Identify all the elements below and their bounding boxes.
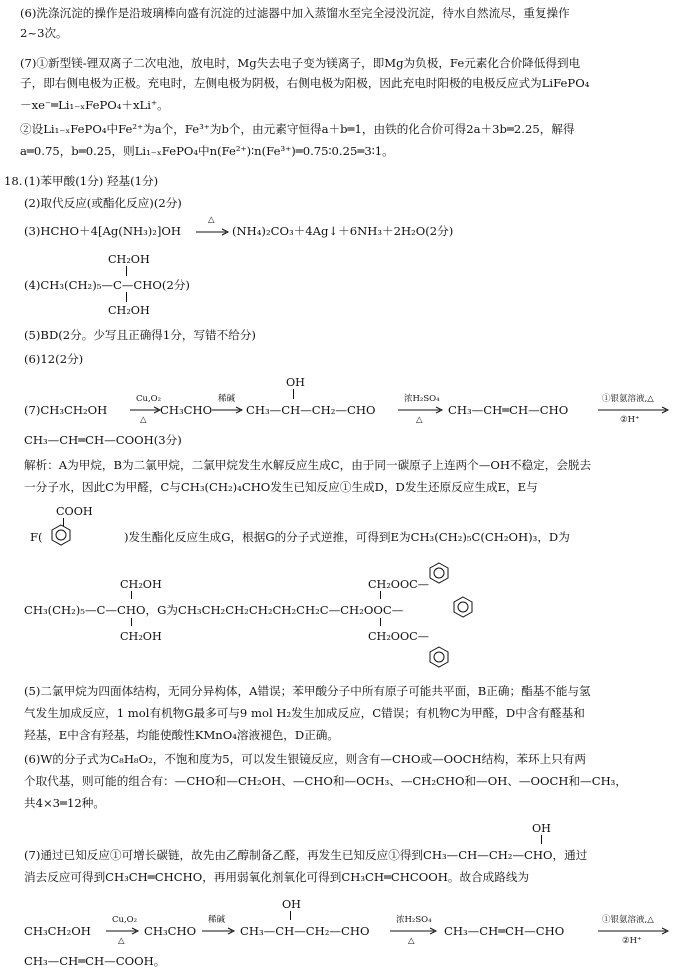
q18-a7-cond-5: ②H⁺: [620, 415, 640, 425]
q18-answer-1: (1)苯甲酸(1分) 羟基(1分): [24, 174, 159, 188]
g-top: CH₂OOC—: [368, 578, 429, 591]
analysis-7-line-2: 消去反应可得到CH₃CH═CHCHO，再用弱氧化剂氧化可得到CH₃CH═CHCOOH。故合成路线为: [24, 870, 530, 884]
route-step-1: CH₃CH₂OH: [24, 924, 91, 938]
q18-a7-line-2: CH₃—CH═CH—COOH(3分): [24, 433, 182, 447]
analysis-f-line: )发生酯化反应生成G，根据G的分子式逆推，可得到E为CH₃(CH₂)₅C(CH₂OH)₃，D为: [124, 530, 570, 544]
q18-answer-3-reactant: (3)HCHO＋4[Ag(NH₃)₂]OH: [24, 224, 182, 238]
f-cooh-label: COOH: [56, 505, 93, 518]
bond-line: [131, 618, 132, 626]
reaction-arrow-icon: [202, 927, 236, 935]
bond-line: [380, 591, 381, 599]
route-step-4: CH₃—CH═CH—CHO: [444, 924, 565, 938]
analysis-6-line-1: (6)W的分子式为C₈H₈O₂，不饱和度为5，可以发生银镜反应，则含有—CHO或—OOCH结构，苯环上只有两: [24, 752, 586, 766]
route-oh: OH: [282, 898, 301, 911]
benzene-ring-icon: [452, 596, 474, 618]
reaction-arrow-icon: [598, 927, 670, 935]
q18-a7-cond-heat-1: △: [140, 415, 147, 425]
analysis-d-g-line: CH₃(CH₂)₅—C—CHO，G为CH₃CH₂CH₂CH₂CH₂CH₂C—CH₂OOC—: [24, 603, 404, 617]
d-bottom: CH₂OH: [120, 630, 162, 643]
route-end: CH₃—CH═CH—COOH。: [24, 954, 166, 968]
q18-a4-main: (4)CH₃(CH₂)₅—C—CHO(2分): [24, 278, 190, 292]
route-cond-heat-1: △: [118, 936, 125, 946]
bond-line: [126, 292, 127, 302]
benzene-ring-icon: [50, 524, 72, 546]
q18-a7-step-2: CH₃CHO: [160, 403, 213, 417]
route-step-2: CH₃CHO: [144, 924, 197, 938]
q18-answer-6: (6)12(2分): [24, 352, 84, 366]
q18-a7-step-3: CH₃—CH—CH₂—CHO: [246, 403, 376, 417]
q18-a3-heat: △: [208, 215, 215, 225]
route-cond-5: ②H⁺: [622, 936, 642, 946]
reaction-arrow-icon: [130, 406, 162, 414]
bond-line: [131, 591, 132, 599]
bond-line: [293, 389, 294, 399]
s7a-line-1: (7)①新型镁-锂双离子二次电池，放电时，Mg失去电子变为镁离子，即Mg为负极，Fe元素化合价降低得到电: [20, 56, 581, 70]
route-step-3: CH₃—CH—CH₂—CHO: [240, 924, 370, 938]
route-cond-3: 浓H₂SO₄: [396, 915, 432, 925]
g-bottom: CH₂OOC—: [368, 630, 429, 643]
route-cond-1: Cu,O₂: [112, 915, 138, 925]
route-cond-heat-2: △: [408, 936, 415, 946]
analysis-line-2: 一分子水，因此C为甲醛，C与CH₃(CH₂)₄CHO发生已知反应①生成D，D发生还原反应生成E，E与: [24, 480, 538, 494]
q18-answer-3-product: (NH₄)₂CO₃＋4Ag↓＋6NH₃＋2H₂O(2分): [232, 224, 454, 238]
analysis-5-line-1: (5)二氯甲烷为四面体结构，无同分异构体，A错误；苯甲酸分子中所有原子可能共平面，B正确；酯基不能与氢: [24, 684, 591, 698]
q18-a7-cond-4: ①银氨溶液,△: [602, 394, 654, 404]
s7b-line-1: ②设Li₁₋ₓFePO₄中Fe²⁺为a个，Fe³⁺为b个，由元素守恒得a＋b═1，由铁的化合价可得2a＋3b═2.25，解得: [20, 122, 575, 136]
d-top: CH₂OH: [120, 578, 162, 591]
bond-line: [541, 835, 542, 844]
analysis-6-line-2: 个取代基，则可能的组合有：—CHO和—CH₂OH、—CHO和—OCH₃、—CH₂CHO和—OH、—OOCH和—CH₃，: [24, 774, 627, 788]
reaction-arrow-icon: [212, 406, 244, 414]
analysis-5-line-3: 羟基，E中含有羟基，均能使酸性KMnO₄溶液褪色，D正确。: [24, 728, 339, 742]
benzene-ring-icon: [428, 562, 450, 584]
q18-answer-2: (2)取代反应(或酯化反应)(2分): [24, 196, 182, 210]
bond-line: [290, 911, 291, 920]
q18-a4-bottom: CH₂OH: [108, 304, 150, 317]
reaction-arrow-icon: [598, 406, 670, 414]
bond-line: [126, 266, 127, 276]
analysis-7-line-1: (7)通过已知反应①可增长碳链，故先由乙醇制备乙醛，再发生已知反应①得到CH₃—CH—CH₂—CHO，通过: [24, 848, 588, 862]
q18-a7-step-1: (7)CH₃CH₂OH: [24, 403, 108, 417]
reaction-arrow-icon: [398, 406, 444, 414]
q18-a7-step-4: CH₃—CH═CH—CHO: [448, 403, 569, 417]
reaction-arrow-icon: [390, 927, 438, 935]
analysis-5-line-2: 气发生加成反应，1 mol有机物G最多可与9 mol H₂发生加成反应，C错误；有机物C为甲醛，D中含有醛基和: [24, 706, 585, 720]
route-cond-2: 稀碱: [208, 915, 226, 925]
q18-a4-top: CH₂OH: [108, 253, 150, 266]
s6-line-2: 2~3次。: [20, 26, 68, 40]
f-prefix: F(: [30, 530, 43, 544]
benzene-ring-icon: [428, 646, 450, 668]
s7a-line-3: －xe⁻═Li₁₋ₓFePO₄＋xLi⁺。: [20, 98, 169, 112]
s7a-line-2: 子，即右侧电极为正极。充电时，左侧电极为阴极，右侧电极为阳极，因此充电时阳极的电极反应式为LiFePO₄: [20, 76, 590, 90]
reaction-arrow-icon: [106, 927, 140, 935]
analysis-line-1: 解析：A为甲烷，B为二氯甲烷，二氯甲烷发生水解反应生成C，由于同一碳原子上连两个—OH不稳定，会脱去: [24, 458, 592, 472]
reaction-arrow-icon: [196, 228, 230, 236]
q18-number: 18.: [4, 174, 23, 188]
q18-answer-5: (5)BD(2分。少写且正确得1分，写错不给分): [24, 328, 256, 342]
q18-a7-cond-1: Cu,O₂: [136, 394, 162, 404]
q18-a7-cond-2: 稀碱: [218, 394, 236, 404]
route-cond-4: ①银氨溶液,△: [602, 915, 654, 925]
q18-a7-cond-3: 浓H₂SO₄: [404, 394, 440, 404]
q18-a7-oh: OH: [286, 376, 305, 389]
bond-line: [380, 618, 381, 626]
s6-line-1: (6)洗涤沉淀的操作是沿玻璃棒向盛有沉淀的过滤器中加入蒸馏水至完全浸没沉淀，待水自然流尽，重复操作: [20, 6, 570, 20]
s7b-line-2: a═0.75，b═0.25，则Li₁₋ₓFePO₄中n(Fe²⁺)∶n(Fe³⁺)═0.75∶0.25═3∶1。: [20, 144, 394, 158]
analysis-7-oh: OH: [532, 822, 551, 835]
analysis-6-line-3: 共4×3═12种。: [24, 796, 105, 810]
q18-a7-cond-heat-2: △: [416, 415, 423, 425]
